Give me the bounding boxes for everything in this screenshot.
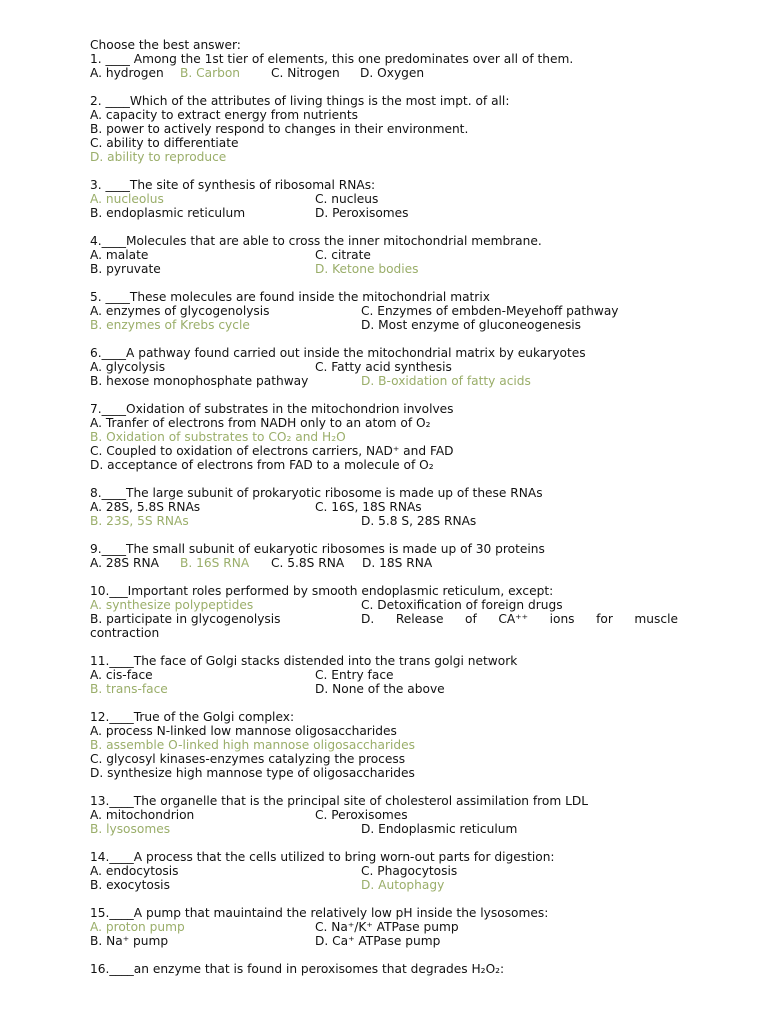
q1-option-c: C. Nitrogen bbox=[271, 66, 340, 80]
q11-option-d: D. None of the above bbox=[315, 682, 445, 696]
q14-option-c: C. Phagocytosis bbox=[361, 864, 458, 878]
q15-option-b: B. Na⁺ pump bbox=[90, 934, 169, 948]
q11-options-row2 bbox=[90, 682, 678, 696]
q8-stem: 8.____The large subunit of prokaryotic ribosome is made up of these RNAs bbox=[90, 486, 543, 500]
q14-option-b: B. exocytosis bbox=[90, 878, 170, 892]
q9-option-c: C. 5.8S RNA bbox=[271, 556, 345, 570]
q8-option-d: D. 5.8 S, 28S RNAs bbox=[361, 514, 477, 528]
q15-option-c: C. Na⁺/K⁺ ATPase pump bbox=[315, 920, 459, 934]
q3-stem: 3. ____The site of synthesis of ribosomal RNAs: bbox=[90, 178, 376, 192]
q13-options-row1 bbox=[90, 808, 678, 822]
q11-stem: 11.____The face of Golgi stacks distended into the trans golgi network bbox=[90, 654, 518, 668]
q6-stem: 6.____A pathway found carried out inside the mitochondrial matrix by eukaryotes bbox=[90, 346, 586, 360]
q9-option-b-answer: B. 16S RNA bbox=[180, 556, 250, 570]
q6-option-b: B. hexose monophosphate pathway bbox=[90, 374, 309, 388]
q6-option-d-answer: D. B-oxidation of fatty acids bbox=[361, 374, 531, 388]
q5-stem: 5. ____These molecules are found inside the mitochondrial matrix bbox=[90, 290, 490, 304]
q5-option-a: A. enzymes of glycogenolysis bbox=[90, 304, 270, 318]
q8-options-row1 bbox=[90, 500, 678, 514]
q4-option-a: A. malate bbox=[90, 248, 149, 262]
q2-stem: 2. ____Which of the attributes of living things is the most impt. of all: bbox=[90, 94, 510, 108]
q9-option-a: A. 28S RNA bbox=[90, 556, 159, 570]
q1-options bbox=[90, 66, 678, 80]
q15-options-row1 bbox=[90, 920, 678, 934]
q3-option-c: C. nucleus bbox=[315, 192, 379, 206]
q12-option-a: A. process N-linked low mannose oligosaccharides bbox=[90, 724, 397, 738]
q9-option-d: D. 18S RNA bbox=[362, 556, 433, 570]
q15-stem: 15.____A pump that mauintaind the relatively low pH inside the lysosomes: bbox=[90, 906, 549, 920]
q10-option-d-continued: contraction bbox=[90, 626, 160, 640]
q11-option-c: C. Entry face bbox=[315, 668, 394, 682]
q15-options-row2 bbox=[90, 934, 678, 948]
q7-option-c: C. Coupled to oxidation of electrons carriers, NAD⁺ and FAD bbox=[90, 444, 454, 458]
q11-options-row1 bbox=[90, 668, 678, 682]
q3-option-d: D. Peroxisomes bbox=[315, 206, 409, 220]
q13-stem: 13.____The organelle that is the principal site of cholesterol assimilation from LDL bbox=[90, 794, 589, 808]
q4-option-c: C. citrate bbox=[315, 248, 371, 262]
q10-options-row2 bbox=[90, 612, 678, 626]
instruction: Choose the best answer: bbox=[90, 38, 241, 52]
q12-stem: 12.____True of the Golgi complex: bbox=[90, 710, 295, 724]
q10-option-c: C. Detoxification of foreign drugs bbox=[361, 598, 563, 612]
q1-stem: 1. ____ Among the 1st tier of elements, this one predominates over all of them. bbox=[90, 52, 574, 66]
q2-option-a: A. capacity to extract energy from nutrients bbox=[90, 108, 358, 122]
q7-option-d: D. acceptance of electrons from FAD to a molecule of O₂ bbox=[90, 458, 434, 472]
q8-option-a: A. 28S, 5.8S RNAs bbox=[90, 500, 201, 514]
q1-option-a: A. hydrogen bbox=[90, 66, 164, 80]
q14-option-a: A. endocytosis bbox=[90, 864, 179, 878]
q14-option-d-answer: D. Autophagy bbox=[361, 878, 445, 892]
q11-option-a: A. cis-face bbox=[90, 668, 153, 682]
quiz-body bbox=[90, 38, 678, 976]
q13-option-b-answer: B. lysosomes bbox=[90, 822, 171, 836]
q7-option-a: A. Tranfer of electrons from NADH only to an atom of O₂ bbox=[90, 416, 431, 430]
q6-option-c: C. Fatty acid synthesis bbox=[315, 360, 452, 374]
q10-option-a-answer: A. synthesize polypeptides bbox=[90, 598, 254, 612]
q1-option-d: D. Oxygen bbox=[360, 66, 425, 80]
q15-option-d: D. Ca⁺ ATPase pump bbox=[315, 934, 441, 948]
q5-option-b-answer: B. enzymes of Krebs cycle bbox=[90, 318, 250, 332]
q2-option-d-answer: D. ability to reproduce bbox=[90, 150, 227, 164]
q12-option-c: C. glycosyl kinases-enzymes catalyzing the process bbox=[90, 752, 406, 766]
q13-option-d: D. Endoplasmic reticulum bbox=[361, 822, 518, 836]
q3-option-a-answer: A. nucleolus bbox=[90, 192, 164, 206]
q14-options-row1 bbox=[90, 864, 678, 878]
q7-stem: 7.____Oxidation of substrates in the mitochondrion involves bbox=[90, 402, 454, 416]
q8-options-row2 bbox=[90, 514, 678, 528]
q10-option-d: D. Release of CA⁺⁺ ions for muscle bbox=[361, 612, 678, 626]
q3-option-b: B. endoplasmic reticulum bbox=[90, 206, 246, 220]
q4-options-row2 bbox=[90, 262, 678, 276]
q8-option-b-answer: B. 23S, 5S RNAs bbox=[90, 514, 189, 528]
q16-stem: 16.____an enzyme that is found in peroxisomes that degrades H₂O₂: bbox=[90, 962, 505, 976]
q13-option-a: A. mitochondrion bbox=[90, 808, 195, 822]
q10-option-b: B. participate in glycogenolysis bbox=[90, 612, 281, 626]
q12-option-d: D. synthesize high mannose type of oligosaccharides bbox=[90, 766, 415, 780]
q5-option-c: C. Enzymes of embden-Meyehoff pathway bbox=[361, 304, 619, 318]
q2-option-c: C. ability to differentiate bbox=[90, 136, 239, 150]
q3-options-row2 bbox=[90, 206, 678, 220]
q3-options-row1 bbox=[90, 192, 678, 206]
q6-options-row1 bbox=[90, 360, 678, 374]
q10-stem: 10.___Important roles performed by smooth endoplasmic reticulum, except: bbox=[90, 584, 554, 598]
q11-option-b-answer: B. trans-face bbox=[90, 682, 168, 696]
q15-option-a-answer: A. proton pump bbox=[90, 920, 185, 934]
q9-stem: 9.____The small subunit of eukaryotic ribosomes is made up of 30 proteins bbox=[90, 542, 545, 556]
q14-stem: 14.____A process that the cells utilized to bring worn-out parts for digestion: bbox=[90, 850, 555, 864]
q5-option-d: D. Most enzyme of gluconeogenesis bbox=[361, 318, 582, 332]
q13-option-c: C. Peroxisomes bbox=[315, 808, 408, 822]
q4-option-b: B. pyruvate bbox=[90, 262, 161, 276]
q6-option-a: A. glycolysis bbox=[90, 360, 166, 374]
q4-options-row1 bbox=[90, 248, 678, 262]
q14-options-row2 bbox=[90, 878, 678, 892]
q9-options bbox=[90, 556, 678, 570]
q2-option-b: B. power to actively respond to changes in their environment. bbox=[90, 122, 469, 136]
q5-options-row2 bbox=[90, 318, 678, 332]
q4-stem: 4.____Molecules that are able to cross the inner mitochondrial membrane. bbox=[90, 234, 542, 248]
q13-options-row2 bbox=[90, 822, 678, 836]
q1-option-b-answer: B. Carbon bbox=[180, 66, 241, 80]
q8-option-c: C. 16S, 18S RNAs bbox=[315, 500, 422, 514]
q4-option-d-answer: D. Ketone bodies bbox=[315, 262, 419, 276]
q5-options-row1 bbox=[90, 304, 678, 318]
q10-options-row1 bbox=[90, 598, 678, 612]
q12-option-b-answer: B. assemble O-linked high mannose oligosaccharides bbox=[90, 738, 415, 752]
q7-option-b-answer: B. Oxidation of substrates to CO₂ and H₂O bbox=[90, 430, 346, 444]
q6-options-row2 bbox=[90, 374, 678, 388]
